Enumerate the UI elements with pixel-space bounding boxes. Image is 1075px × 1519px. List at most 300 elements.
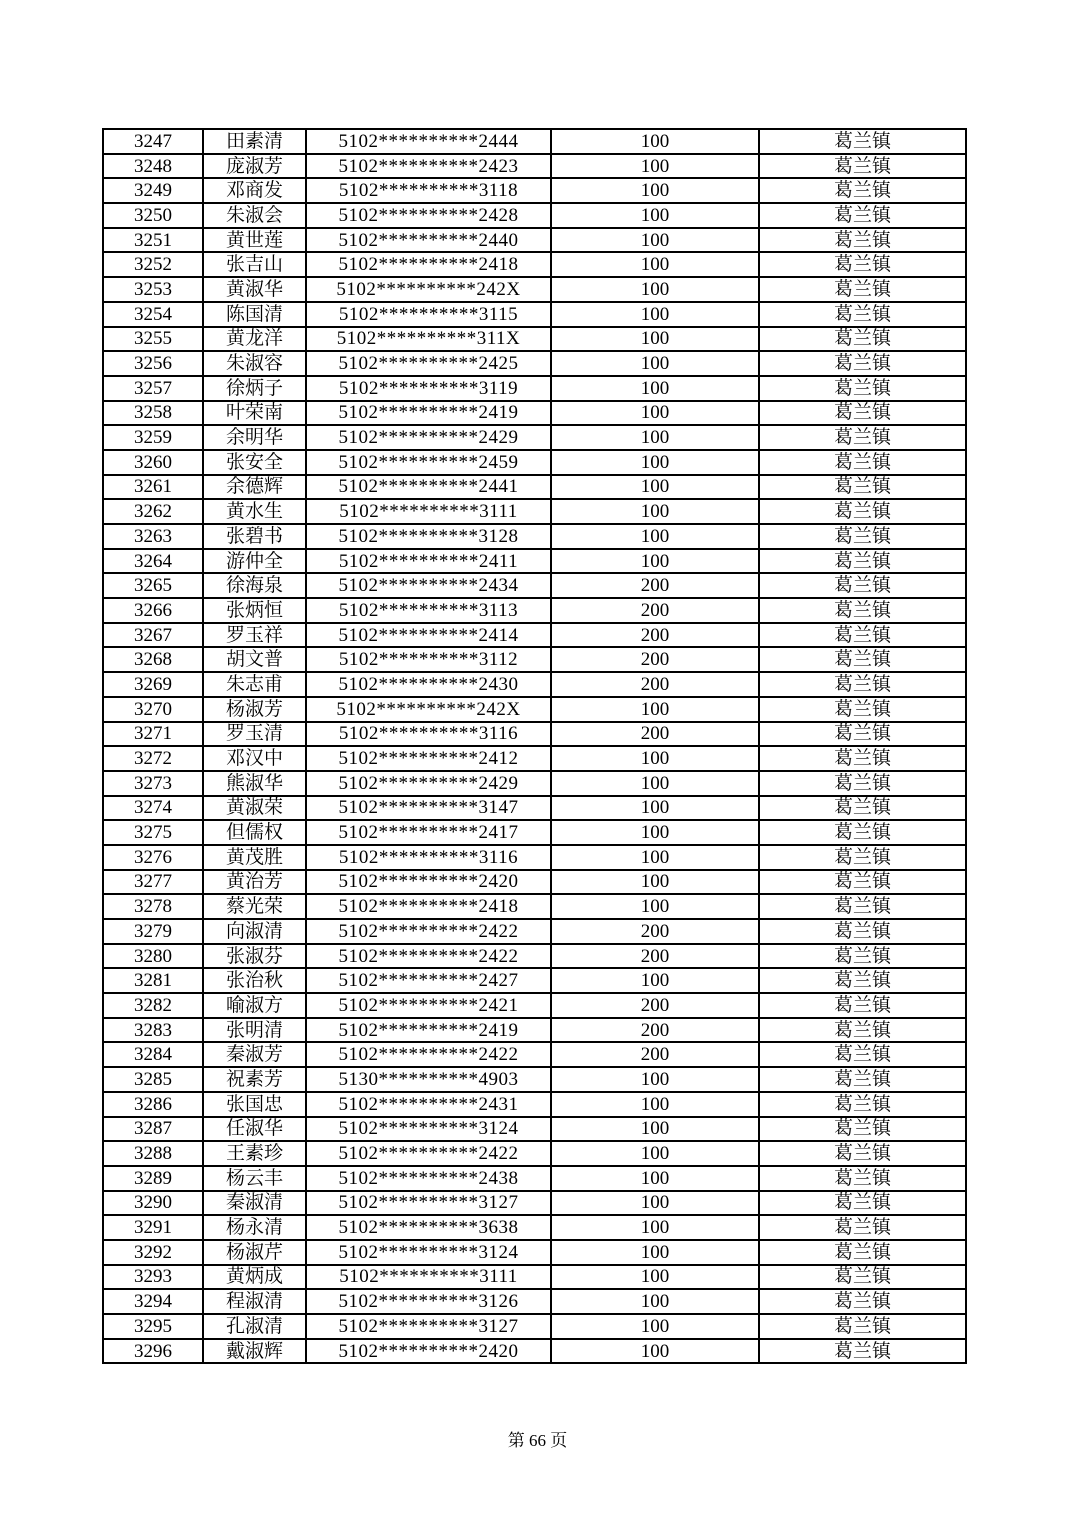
id-cell: 5102**********3126 (306, 1289, 551, 1314)
table-row (103, 746, 966, 771)
table-row (103, 722, 966, 747)
serial-cell: 3266 (103, 598, 203, 623)
amount-cell: 100 (551, 450, 759, 475)
table-row (103, 1166, 966, 1191)
town-cell: 葛兰镇 (759, 944, 966, 969)
name-cell: 程淑清 (203, 1289, 306, 1314)
table-row (103, 1289, 966, 1314)
town-cell: 葛兰镇 (759, 401, 966, 426)
amount-cell: 100 (551, 154, 759, 179)
amount-cell: 200 (551, 1042, 759, 1067)
name-cell: 庞淑芳 (203, 154, 306, 179)
amount-cell: 100 (551, 524, 759, 549)
serial-cell: 3259 (103, 425, 203, 450)
town-cell: 葛兰镇 (759, 845, 966, 870)
serial-cell: 3283 (103, 1018, 203, 1043)
serial-cell: 3278 (103, 894, 203, 919)
id-cell: 5102**********3113 (306, 598, 551, 623)
table-row (103, 796, 966, 821)
amount-cell: 100 (551, 228, 759, 253)
name-cell: 张炳恒 (203, 598, 306, 623)
name-cell: 张淑芬 (203, 944, 306, 969)
name-cell: 张吉山 (203, 252, 306, 277)
town-cell: 葛兰镇 (759, 1141, 966, 1166)
serial-cell: 3284 (103, 1042, 203, 1067)
amount-cell: 100 (551, 1191, 759, 1216)
id-cell: 5102**********3147 (306, 796, 551, 821)
table-row (103, 203, 966, 228)
id-cell: 5102**********2429 (306, 771, 551, 796)
id-cell: 5102**********2418 (306, 252, 551, 277)
serial-cell: 3279 (103, 919, 203, 944)
table-row (103, 228, 966, 253)
amount-cell: 100 (551, 796, 759, 821)
table-row (103, 351, 966, 376)
serial-cell: 3272 (103, 746, 203, 771)
town-cell: 葛兰镇 (759, 549, 966, 574)
table-row (103, 820, 966, 845)
serial-cell: 3294 (103, 1289, 203, 1314)
table-row (103, 647, 966, 672)
town-cell: 葛兰镇 (759, 598, 966, 623)
id-cell: 5102**********3116 (306, 845, 551, 870)
amount-cell: 100 (551, 746, 759, 771)
town-cell: 葛兰镇 (759, 968, 966, 993)
table-row (103, 771, 966, 796)
town-cell: 葛兰镇 (759, 1314, 966, 1339)
table-row (103, 968, 966, 993)
town-cell: 葛兰镇 (759, 1067, 966, 1092)
table-row (103, 376, 966, 401)
amount-cell: 100 (551, 820, 759, 845)
name-cell: 余德辉 (203, 475, 306, 500)
name-cell: 秦淑清 (203, 1191, 306, 1216)
id-cell: 5102**********3124 (306, 1240, 551, 1265)
amount-cell: 100 (551, 1092, 759, 1117)
id-cell: 5102**********2429 (306, 425, 551, 450)
id-cell: 5130**********4903 (306, 1067, 551, 1092)
name-cell: 黄淑荣 (203, 796, 306, 821)
id-cell: 5102**********2419 (306, 1018, 551, 1043)
amount-cell: 100 (551, 697, 759, 722)
table-row (103, 944, 966, 969)
town-cell: 葛兰镇 (759, 870, 966, 895)
id-cell: 5102**********2422 (306, 919, 551, 944)
id-cell: 5102**********3124 (306, 1117, 551, 1142)
name-cell: 叶荣南 (203, 401, 306, 426)
table-row (103, 178, 966, 203)
name-cell: 张治秋 (203, 968, 306, 993)
table-row (103, 302, 966, 327)
town-cell: 葛兰镇 (759, 894, 966, 919)
town-cell: 葛兰镇 (759, 1339, 966, 1364)
id-cell: 5102**********3111 (306, 499, 551, 524)
serial-cell: 3265 (103, 573, 203, 598)
id-cell: 5102**********2420 (306, 870, 551, 895)
town-cell: 葛兰镇 (759, 425, 966, 450)
id-cell: 5102**********2444 (306, 129, 551, 154)
id-cell: 5102**********2411 (306, 549, 551, 574)
name-cell: 田素清 (203, 129, 306, 154)
table-row (103, 129, 966, 154)
name-cell: 杨永清 (203, 1215, 306, 1240)
table-row (103, 1240, 966, 1265)
amount-cell: 100 (551, 1265, 759, 1290)
name-cell: 徐炳子 (203, 376, 306, 401)
id-cell: 5102**********2427 (306, 968, 551, 993)
amount-cell: 100 (551, 1289, 759, 1314)
amount-cell: 200 (551, 573, 759, 598)
town-cell: 葛兰镇 (759, 722, 966, 747)
name-cell: 祝素芳 (203, 1067, 306, 1092)
serial-cell: 3260 (103, 450, 203, 475)
id-cell: 5102**********2430 (306, 672, 551, 697)
name-cell: 罗玉清 (203, 722, 306, 747)
name-cell: 杨淑芳 (203, 697, 306, 722)
id-cell: 5102**********3115 (306, 302, 551, 327)
amount-cell: 200 (551, 993, 759, 1018)
serial-cell: 3269 (103, 672, 203, 697)
id-cell: 5102**********2425 (306, 351, 551, 376)
amount-cell: 100 (551, 1141, 759, 1166)
id-cell: 5102**********2423 (306, 154, 551, 179)
serial-cell: 3277 (103, 870, 203, 895)
amount-cell: 100 (551, 1314, 759, 1339)
serial-cell: 3270 (103, 697, 203, 722)
amount-cell: 200 (551, 647, 759, 672)
serial-cell: 3248 (103, 154, 203, 179)
serial-cell: 3247 (103, 129, 203, 154)
table-row (103, 919, 966, 944)
name-cell: 戴淑辉 (203, 1339, 306, 1364)
name-cell: 熊淑华 (203, 771, 306, 796)
amount-cell: 200 (551, 919, 759, 944)
table-row (103, 475, 966, 500)
town-cell: 葛兰镇 (759, 1289, 966, 1314)
name-cell: 黄龙洋 (203, 327, 306, 352)
beneficiary-table (102, 128, 967, 1364)
table-row (103, 598, 966, 623)
table-row (103, 425, 966, 450)
town-cell: 葛兰镇 (759, 820, 966, 845)
town-cell: 葛兰镇 (759, 623, 966, 648)
name-cell: 杨云丰 (203, 1166, 306, 1191)
town-cell: 葛兰镇 (759, 327, 966, 352)
serial-cell: 3264 (103, 549, 203, 574)
serial-cell: 3285 (103, 1067, 203, 1092)
name-cell: 朱淑容 (203, 351, 306, 376)
serial-cell: 3252 (103, 252, 203, 277)
serial-cell: 3250 (103, 203, 203, 228)
serial-cell: 3254 (103, 302, 203, 327)
amount-cell: 100 (551, 203, 759, 228)
name-cell: 张安全 (203, 450, 306, 475)
serial-cell: 3292 (103, 1240, 203, 1265)
id-cell: 5102**********3112 (306, 647, 551, 672)
id-cell: 5102**********2412 (306, 746, 551, 771)
amount-cell: 100 (551, 425, 759, 450)
table-row (103, 623, 966, 648)
amount-cell: 100 (551, 771, 759, 796)
amount-cell: 200 (551, 722, 759, 747)
town-cell: 葛兰镇 (759, 129, 966, 154)
amount-cell: 100 (551, 968, 759, 993)
town-cell: 葛兰镇 (759, 647, 966, 672)
town-cell: 葛兰镇 (759, 573, 966, 598)
town-cell: 葛兰镇 (759, 1191, 966, 1216)
name-cell: 黄茂胜 (203, 845, 306, 870)
town-cell: 葛兰镇 (759, 1042, 966, 1067)
amount-cell: 100 (551, 549, 759, 574)
serial-cell: 3262 (103, 499, 203, 524)
amount-cell: 100 (551, 401, 759, 426)
serial-cell: 3293 (103, 1265, 203, 1290)
id-cell: 5102**********2419 (306, 401, 551, 426)
table-row (103, 1339, 966, 1364)
table-row (103, 499, 966, 524)
town-cell: 葛兰镇 (759, 993, 966, 1018)
table-row (103, 1215, 966, 1240)
amount-cell: 200 (551, 623, 759, 648)
serial-cell: 3281 (103, 968, 203, 993)
name-cell: 朱志甫 (203, 672, 306, 697)
id-cell: 5102**********3116 (306, 722, 551, 747)
serial-cell: 3282 (103, 993, 203, 1018)
id-cell: 5102**********242X (306, 277, 551, 302)
table-row (103, 894, 966, 919)
serial-cell: 3257 (103, 376, 203, 401)
table-body (103, 129, 966, 1363)
table-row (103, 870, 966, 895)
amount-cell: 100 (551, 845, 759, 870)
table-row (103, 1314, 966, 1339)
id-cell: 5102**********2441 (306, 475, 551, 500)
name-cell: 任淑华 (203, 1117, 306, 1142)
name-cell: 黄世莲 (203, 228, 306, 253)
serial-cell: 3286 (103, 1092, 203, 1117)
id-cell: 5102**********3127 (306, 1191, 551, 1216)
town-cell: 葛兰镇 (759, 499, 966, 524)
id-cell: 5102**********2418 (306, 894, 551, 919)
name-cell: 孔淑清 (203, 1314, 306, 1339)
name-cell: 黄淑华 (203, 277, 306, 302)
table-row (103, 845, 966, 870)
table-row (103, 993, 966, 1018)
town-cell: 葛兰镇 (759, 1240, 966, 1265)
town-cell: 葛兰镇 (759, 1166, 966, 1191)
amount-cell: 100 (551, 252, 759, 277)
serial-cell: 3263 (103, 524, 203, 549)
town-cell: 葛兰镇 (759, 746, 966, 771)
town-cell: 葛兰镇 (759, 178, 966, 203)
town-cell: 葛兰镇 (759, 672, 966, 697)
id-cell: 5102**********2417 (306, 820, 551, 845)
name-cell: 秦淑芳 (203, 1042, 306, 1067)
id-cell: 5102**********2434 (306, 573, 551, 598)
table-row (103, 1141, 966, 1166)
serial-cell: 3267 (103, 623, 203, 648)
town-cell: 葛兰镇 (759, 697, 966, 722)
table-row (103, 524, 966, 549)
amount-cell: 200 (551, 598, 759, 623)
serial-cell: 3268 (103, 647, 203, 672)
id-cell: 5102**********2421 (306, 993, 551, 1018)
name-cell: 张明清 (203, 1018, 306, 1043)
id-cell: 5102**********2431 (306, 1092, 551, 1117)
name-cell: 罗玉祥 (203, 623, 306, 648)
serial-cell: 3256 (103, 351, 203, 376)
amount-cell: 200 (551, 944, 759, 969)
table-row (103, 1067, 966, 1092)
table-row (103, 252, 966, 277)
serial-cell: 3273 (103, 771, 203, 796)
town-cell: 葛兰镇 (759, 796, 966, 821)
amount-cell: 100 (551, 178, 759, 203)
serial-cell: 3274 (103, 796, 203, 821)
name-cell: 张国忠 (203, 1092, 306, 1117)
town-cell: 葛兰镇 (759, 1215, 966, 1240)
amount-cell: 100 (551, 870, 759, 895)
name-cell: 黄水生 (203, 499, 306, 524)
name-cell: 喻淑方 (203, 993, 306, 1018)
serial-cell: 3253 (103, 277, 203, 302)
id-cell: 5102**********2420 (306, 1339, 551, 1364)
town-cell: 葛兰镇 (759, 1117, 966, 1142)
id-cell: 5102**********2428 (306, 203, 551, 228)
serial-cell: 3249 (103, 178, 203, 203)
town-cell: 葛兰镇 (759, 1092, 966, 1117)
town-cell: 葛兰镇 (759, 1018, 966, 1043)
name-cell: 游仲全 (203, 549, 306, 574)
amount-cell: 200 (551, 1018, 759, 1043)
town-cell: 葛兰镇 (759, 771, 966, 796)
town-cell: 葛兰镇 (759, 277, 966, 302)
table-row (103, 672, 966, 697)
id-cell: 5102**********3111 (306, 1265, 551, 1290)
table-row (103, 1018, 966, 1043)
id-cell: 5102**********2422 (306, 1042, 551, 1067)
name-cell: 张碧书 (203, 524, 306, 549)
amount-cell: 100 (551, 376, 759, 401)
id-cell: 5102**********3128 (306, 524, 551, 549)
town-cell: 葛兰镇 (759, 450, 966, 475)
amount-cell: 100 (551, 1067, 759, 1092)
town-cell: 葛兰镇 (759, 154, 966, 179)
amount-cell: 100 (551, 894, 759, 919)
table-row (103, 450, 966, 475)
amount-cell: 100 (551, 1117, 759, 1142)
serial-cell: 3296 (103, 1339, 203, 1364)
name-cell: 黄治芳 (203, 870, 306, 895)
amount-cell: 100 (551, 1240, 759, 1265)
table-row (103, 1265, 966, 1290)
amount-cell: 100 (551, 475, 759, 500)
name-cell: 邓商发 (203, 178, 306, 203)
page-number: 第 66 页 (507, 1431, 568, 1450)
amount-cell: 100 (551, 129, 759, 154)
id-cell: 5102**********2422 (306, 1141, 551, 1166)
serial-cell: 3258 (103, 401, 203, 426)
id-cell: 5102**********242X (306, 697, 551, 722)
town-cell: 葛兰镇 (759, 203, 966, 228)
town-cell: 葛兰镇 (759, 919, 966, 944)
name-cell: 蔡光荣 (203, 894, 306, 919)
serial-cell: 3289 (103, 1166, 203, 1191)
name-cell: 陈国清 (203, 302, 306, 327)
table-row (103, 154, 966, 179)
amount-cell: 100 (551, 499, 759, 524)
name-cell: 徐海泉 (203, 573, 306, 598)
table-row (103, 1117, 966, 1142)
name-cell: 邓汉中 (203, 746, 306, 771)
serial-cell: 3261 (103, 475, 203, 500)
amount-cell: 100 (551, 351, 759, 376)
name-cell: 但儒权 (203, 820, 306, 845)
id-cell: 5102**********2414 (306, 623, 551, 648)
serial-cell: 3295 (103, 1314, 203, 1339)
town-cell: 葛兰镇 (759, 376, 966, 401)
table-row (103, 1191, 966, 1216)
name-cell: 向淑清 (203, 919, 306, 944)
serial-cell: 3290 (103, 1191, 203, 1216)
id-cell: 5102**********311X (306, 327, 551, 352)
amount-cell: 100 (551, 302, 759, 327)
serial-cell: 3271 (103, 722, 203, 747)
town-cell: 葛兰镇 (759, 475, 966, 500)
amount-cell: 100 (551, 1215, 759, 1240)
name-cell: 余明华 (203, 425, 306, 450)
id-cell: 5102**********2438 (306, 1166, 551, 1191)
table-row (103, 327, 966, 352)
id-cell: 5102**********3127 (306, 1314, 551, 1339)
town-cell: 葛兰镇 (759, 228, 966, 253)
id-cell: 5102**********2440 (306, 228, 551, 253)
town-cell: 葛兰镇 (759, 524, 966, 549)
town-cell: 葛兰镇 (759, 252, 966, 277)
serial-cell: 3255 (103, 327, 203, 352)
serial-cell: 3276 (103, 845, 203, 870)
serial-cell: 3287 (103, 1117, 203, 1142)
town-cell: 葛兰镇 (759, 351, 966, 376)
table-row (103, 697, 966, 722)
amount-cell: 100 (551, 327, 759, 352)
amount-cell: 100 (551, 1339, 759, 1364)
town-cell: 葛兰镇 (759, 1265, 966, 1290)
table-row (103, 573, 966, 598)
id-cell: 5102**********2422 (306, 944, 551, 969)
table-row (103, 1092, 966, 1117)
name-cell: 黄炳成 (203, 1265, 306, 1290)
town-cell: 葛兰镇 (759, 302, 966, 327)
serial-cell: 3291 (103, 1215, 203, 1240)
name-cell: 王素珍 (203, 1141, 306, 1166)
id-cell: 5102**********2459 (306, 450, 551, 475)
amount-cell: 200 (551, 672, 759, 697)
serial-cell: 3275 (103, 820, 203, 845)
name-cell: 胡文普 (203, 647, 306, 672)
table-row (103, 1042, 966, 1067)
table-row (103, 277, 966, 302)
serial-cell: 3251 (103, 228, 203, 253)
amount-cell: 100 (551, 1166, 759, 1191)
id-cell: 5102**********3119 (306, 376, 551, 401)
serial-cell: 3288 (103, 1141, 203, 1166)
serial-cell: 3280 (103, 944, 203, 969)
name-cell: 杨淑芹 (203, 1240, 306, 1265)
name-cell: 朱淑会 (203, 203, 306, 228)
id-cell: 5102**********3118 (306, 178, 551, 203)
amount-cell: 100 (551, 277, 759, 302)
